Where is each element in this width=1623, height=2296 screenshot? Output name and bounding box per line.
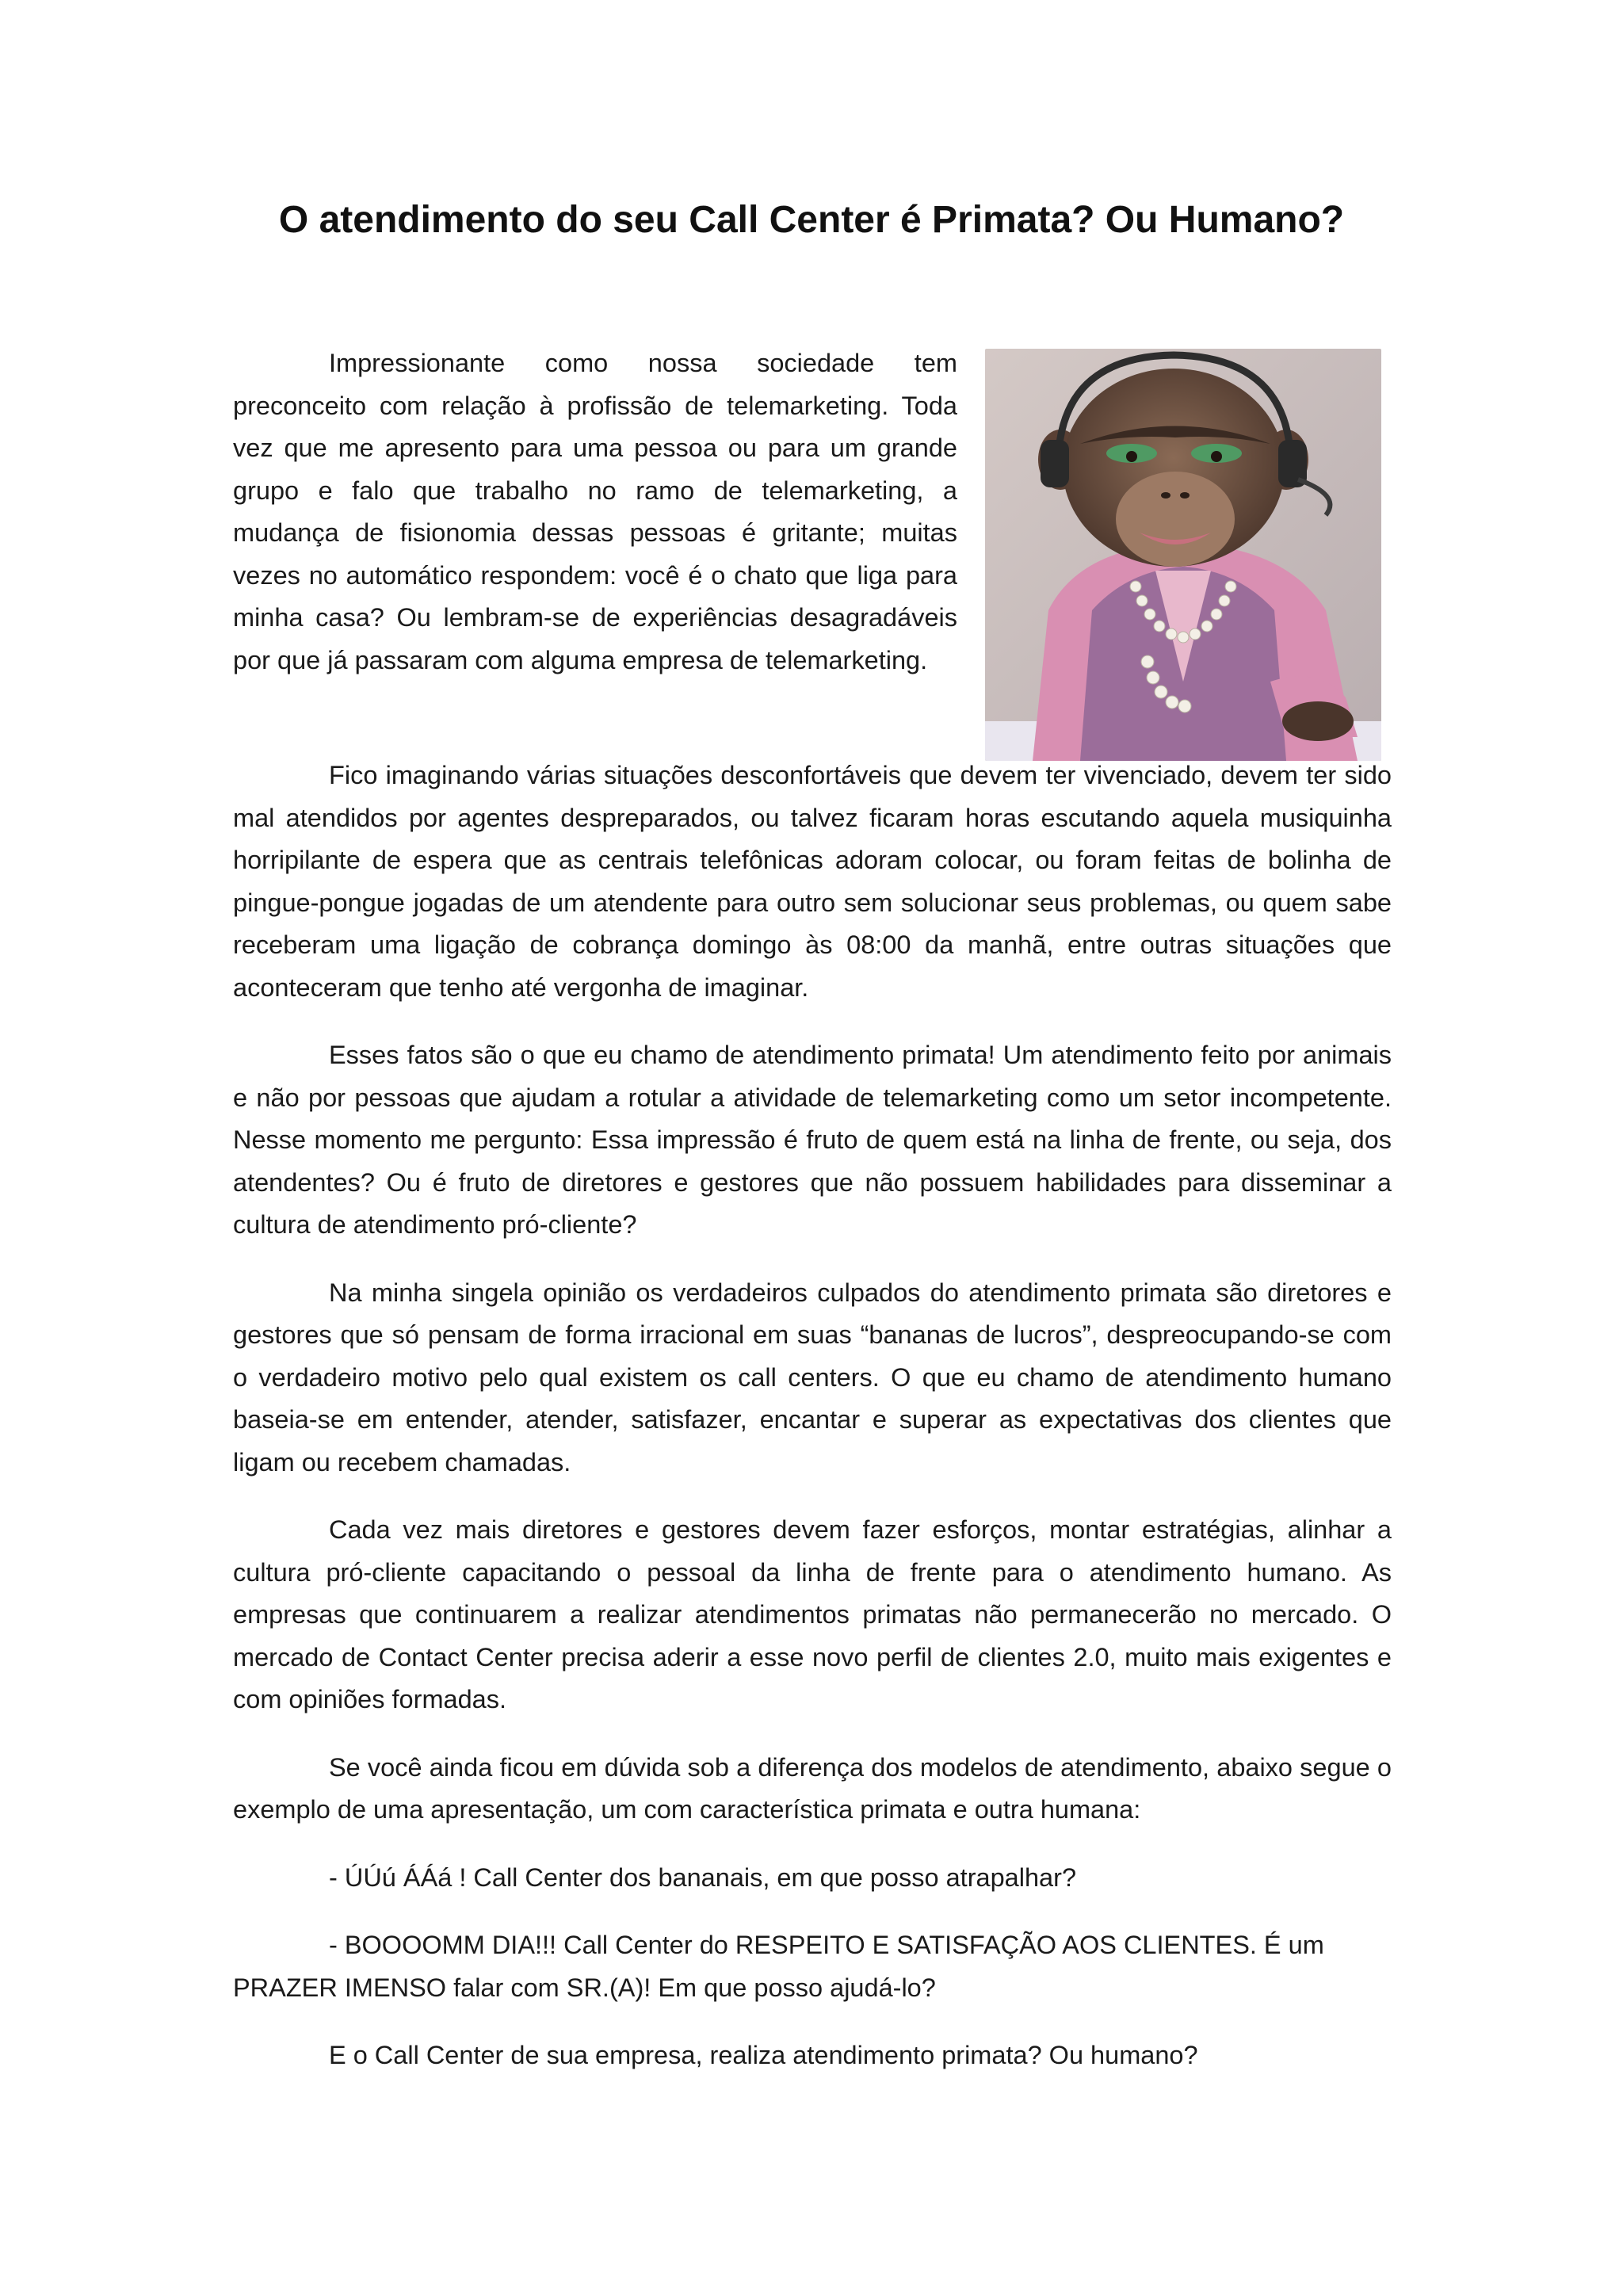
page-title: O atendimento do seu Call Center é Primata? Ou Humano? (278, 199, 1345, 241)
paragraph-9: E o Call Center de sua empresa, realiza atendimento primata? Ou humano? (329, 2041, 1198, 2069)
paragraph-3: Esses fatos são o que eu chamo de atendimento primata! Um atendimento feito por animais e não por pessoas que ajudam a rotular a atividade de telemarketing como um setor incompetente. Nesse momento me pergunto: Essa impressão é fruto de quem está na linha de frente, ou seja, dos atendentes? Ou é fruto de diretores e gestores que não possuem habilidades para disseminar a cultura de atendimento pró-cliente? (233, 1041, 1392, 1239)
paragraph-7: - ÚÚú ÁÁá ! Call Center dos bananais, em que posso atrapalhar? (329, 1862, 1077, 1892)
paragraph-1: Impressionante como nossa sociedade tem preconceito com relação à profissão de telemarketing. Toda vez que me apresento para uma pessoa ou para um grande grupo e falo que trabalho no ramo de telemarketing, a mudança de fisionomia dessas pessoas é gritante; muitas vezes no automático respondem: você é o chato que liga para minha casa? Ou lembram-se de experiências desagradáveis por que já passaram com alguma empresa de telemarketing. (233, 349, 957, 674)
article-body (233, 342, 957, 682)
paragraph-2: Fico imaginando várias situações desconfortáveis que devem ter vivenciado, devem ter sido mal atendidos por agentes despreparados, ou talvez ficaram horas escutando aquela musiquinha horripilante de espera que as centrais telefônicas adoram colocar, ou foram feitas de bolinha de pingue-pongue jogadas de um atendente para outro sem solucionar seus problemas, ou quem sabe receberam uma ligação de cobrança domingo às 08:00 da manhã, entre outras situações que aconteceram que tenho até vergonha de imaginar. (233, 761, 1392, 1002)
paragraph-4: Na minha singela opinião os verdadeiros culpados do atendimento primata são diretores e gestores que só pensam de forma irracional em suas “bananas de lucros”, despreocupando-se com o verdadeiro motivo pelo qual existem os call centers. O que eu chamo de atendimento humano baseia-se em entender, atender, satisfazer, encantar e superar as expectativas dos clientes que ligam ou recebem chamadas. (233, 1278, 1392, 1477)
paragraph-5: Cada vez mais diretores e gestores devem fazer esforços, montar estratégias, alinhar a cultura pró-cliente capacitando o pessoal da linha de frente para o atendimento humano. As empresas que continuarem a realizar atendimentos primatas não permanecerão no mercado. O mercado de Contact Center precisa aderir a esse novo perfil de clientes 2.0, muito mais exigentes e com opiniões formadas. (233, 1515, 1392, 1713)
chimpanzee-headset-photo (985, 349, 1381, 761)
paragraph-6: Se você ainda ficou em dúvida sob a diferença dos modelos de atendimento, abaixo segue o exemplo de uma apresentação, um com característica primata e outra humana: (233, 1752, 1392, 1824)
paragraph-8: - BOOOOMM DIA!!! Call Center do RESPEITO E SATISFAÇÃO AOS CLIENTES. É um PRAZER IMENSO falar com SR.(A)! Em que posso ajudá-lo? (233, 1931, 1324, 2002)
article-body-continued (233, 755, 1392, 2077)
